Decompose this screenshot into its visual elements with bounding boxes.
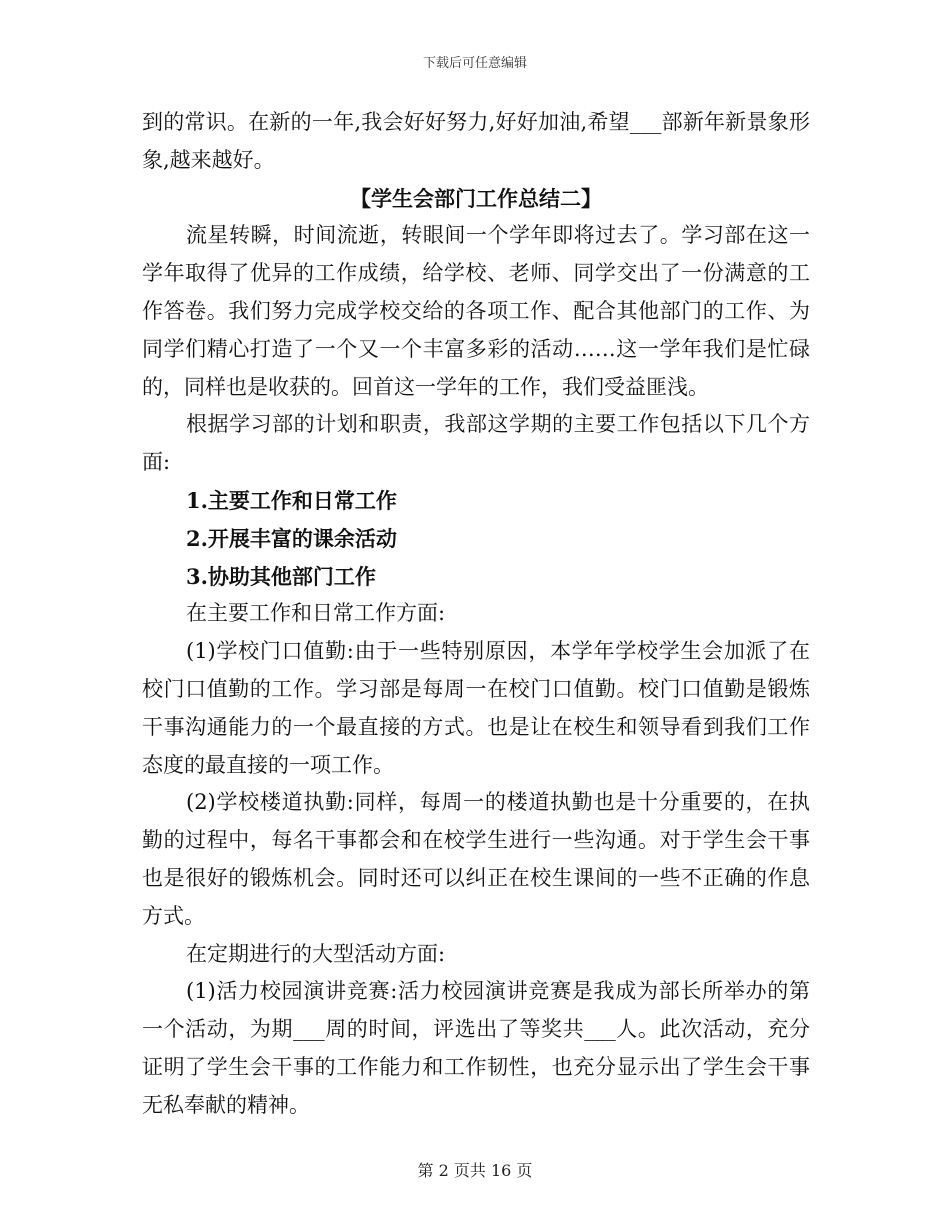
subheading-activities: 在定期进行的大型活动方面:: [186, 941, 446, 966]
paragraph-continuation: 到的常识。在新的一年,我会好好努力,好好加油,希望___部新年新景象形象,越来越好。: [142, 110, 810, 172]
subheading-daily-work: 在主要工作和日常工作方面:: [186, 601, 446, 626]
list-item-3: 3.协助其他部门工作: [186, 563, 376, 589]
section-title: 【学生会部门工作总结二】: [350, 185, 602, 211]
paragraph-intro: 流星转瞬，时间流逝，转眼间一个学年即将过去了。学习部在这一学年取得了优异的工作成绩，给学校、老师、同学交出了一份满意的工作答卷。我们努力完成学校交给的各项工作、配合其他部门的工作、为同学们精心打造了一个又一个丰富多彩的活动……这一学年我们是忙碌的，同样也是收获的。回首这一学年的工作，我们受益匪浅。: [142, 223, 810, 399]
list-item-1: 1.主要工作和日常工作: [186, 487, 397, 513]
paragraph-gate-duty: (1)学校门口值勤:由于一些特别原因，本学年学校学生会加派了在校门口值勤的工作。学习部是每周一在校门口值勤。校门口值勤是锻炼干事沟通能力的一个最直接的方式。也是让在校生和领导看到我们工作态度的最直接的一项工作。: [142, 639, 810, 777]
page-header: 下载后可任意编辑: [422, 56, 527, 71]
page-footer: 第 2 页共 16 页: [417, 1161, 533, 1180]
list-item-2: 2.开展丰富的课余活动: [186, 525, 397, 551]
paragraph-plan: 根据学习部的计划和职责，我部这学期的主要工作包括以下几个方面:: [142, 412, 810, 475]
document-body: [142, 104, 810, 1125]
paragraph-speech-contest: (1)活力校园演讲竞赛:活力校园演讲竞赛是我成为部长所举办的第一个活动，为期___周的时间，评选出了等奖共___人。此次活动，充分证明了学生会干事的工作能力和工作韧性，也充分显示出了学生会干事无私奉献的精神。: [142, 979, 810, 1117]
paragraph-corridor-duty: (2)学校楼道执勤:同样，每周一的楼道执勤也是十分重要的，在执勤的过程中，每名干事都会和在校学生进行一些沟通。对于学生会干事也是很好的锻炼机会。同时还可以纠正在校生课间的一些不正确的作息方式。: [142, 790, 810, 928]
